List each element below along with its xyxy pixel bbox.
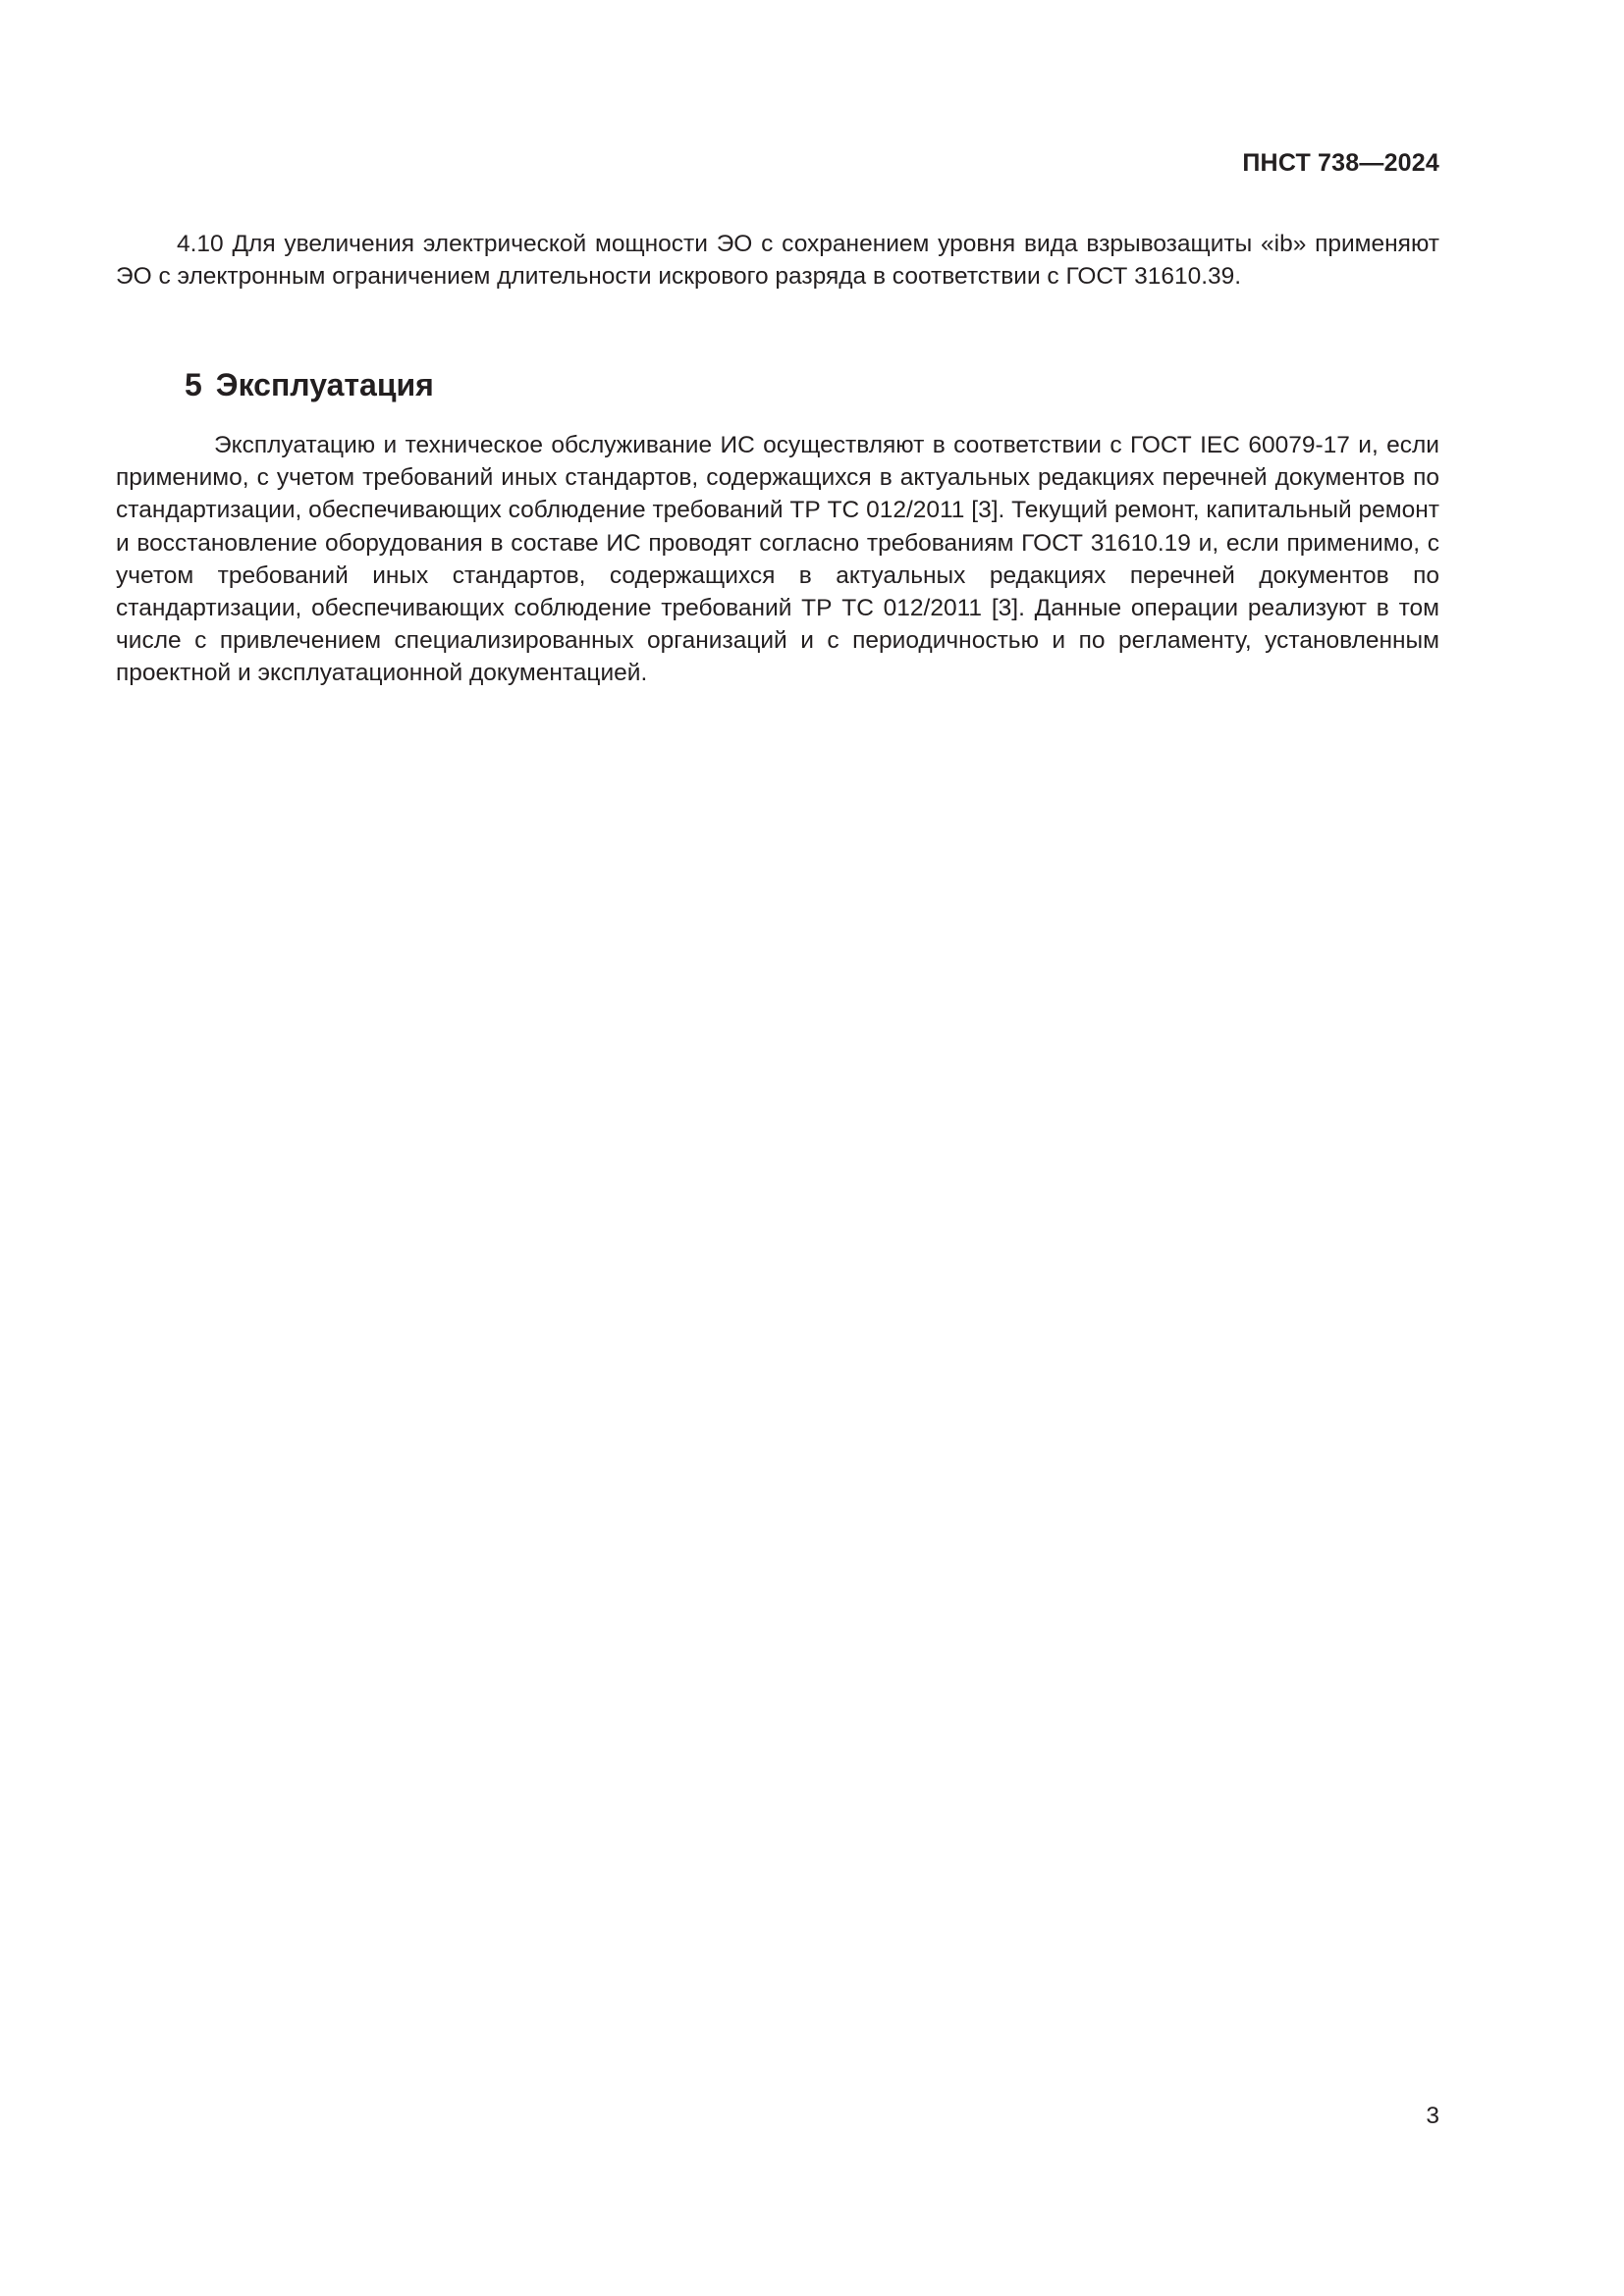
document-code: ПНСТ 738—2024: [1242, 149, 1439, 177]
section-heading: [185, 367, 434, 403]
page-number: 3: [1426, 2103, 1439, 2129]
paragraph-4-10: 4.10 Для увеличения электрической мощности ЭО с сохранением уровня вида взрывозащиты «ib» применяют ЭО с электронным ограничением длительности искрового разряда в соответствии с ГОСТ 31610.39.: [116, 231, 1439, 291]
section-title: Эксплуатация: [215, 367, 434, 402]
section-number: 5: [185, 367, 202, 402]
paragraph-section-5: Эксплуатацию и техническое обслуживание ИС осуществляют в соответствии с ГОСТ IEC 60079-17 и, если применимо, с учетом требований иных стандартов, содержащихся в актуальных редакциях перечней документов по стандартизации, обеспечивающих соблюдение требований ТР ТС 012/2011 [3]. Текущий ремонт, капитальный ремонт и восстановление оборудования в составе ИС проводят согласно требованиям ГОСТ 31610.19 и, если применимо, с учетом требований иных стандартов, содержащихся в актуальных редакциях перечней документов по стандартизации, обеспечивающих соблюдение требований ТР ТС 012/2011 [3]. Данные операции реализуют в том числе с привлечением специализированных организаций и с периодичностью и по регламенту, установленным проектной и эксплуатационной документацией.: [116, 432, 1439, 687]
